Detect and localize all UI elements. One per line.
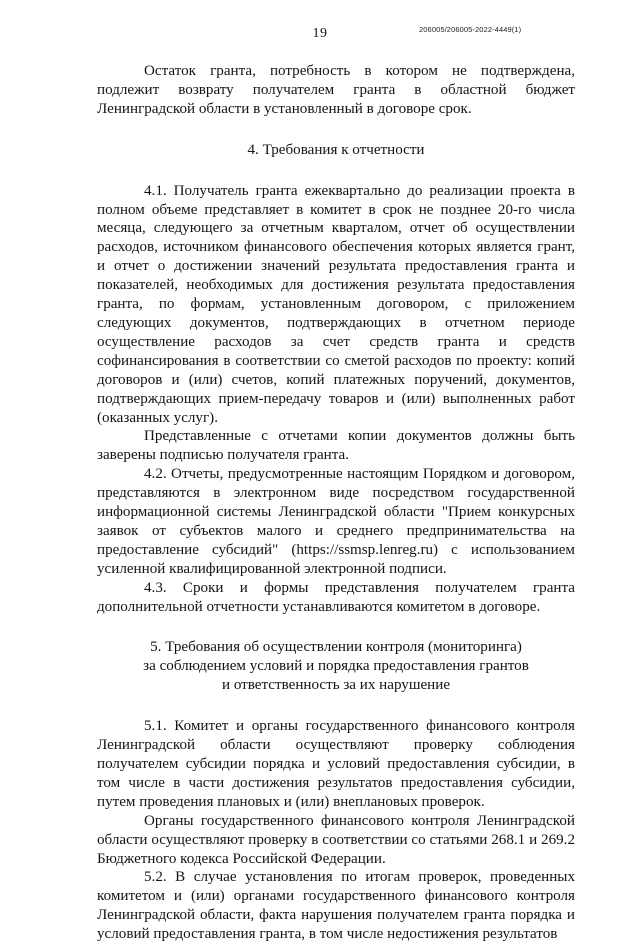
paragraph-4-2: 4.2. Отчеты, предусмотренные настоящим Порядком и договором, представляются в электронном виде посредством государственной информационной системы Ленинградской области "Прием конкурсных заявок от субъектов малого и среднего предпринимательства на предоставление субсидий" (https://ssmsp.lenreg.ru) с использованием усиленной квалифицированной электронной подписи. [97, 466, 575, 577]
paragraph-4-3: 4.3. Сроки и формы представления получателем гранта дополнительной отчетности устанавливаются комитетом в договоре. [97, 579, 575, 615]
section-5-heading-line-1: 5. Требования об осуществлении контроля (мониторинга) [150, 639, 522, 656]
paragraph-grant-remainder: Остаток гранта, потребность в котором не подтверждена, подлежит возврату получателем гранта в областной бюджет Ленинградской области в установленный в договоре срок. [97, 63, 575, 117]
paragraph-4-1: 4.1. Получатель гранта ежеквартально до реализации проекта в полном объеме представляет в комитет в срок не позднее 20-го числа месяца, следующего за отчетным кварталом, отчет об осуществлении расходов, источником финансового обеспечения которых является грант, и отчет о достижении значений результата предоставления гранта и показателей, необходимых для достижения результата предоставления гранта, по формам, установленным договором, с приложением следующих документов, подтверждающих в отчетном периоде осуществление расходов за счет средств гранта и средств софинансирования в соответствии со сметой расходов по проекту: копий договоров и (или) счетов, копий платежных поручений, документов, подтверждающих прием-передачу товаров и (или) выполненных работ (оказанных услуг). [97, 182, 575, 426]
document-body [97, 62, 575, 944]
page-number: 19 [312, 26, 328, 41]
section-5-heading-line-3: и ответственность за их нарушение [221, 677, 451, 694]
section-4-heading: 4. Требования к отчетности [247, 141, 425, 158]
paragraph-5-1: 5.1. Комитет и органы государственного финансового контроля Ленинградской области осуществляют проверку соблюдения получателем субсидии порядка и условий предоставления субсидии, в том числе в части достижения результатов предоставления субсидии, путем проведения плановых и (или) внеплановых проверок. [97, 718, 575, 810]
paragraph-4-1-copies: Представленные с отчетами копии документов должны быть заверены подписью получателя гранта. [97, 428, 575, 464]
document-id: 206005/206005-2022-4449(1) [419, 25, 522, 34]
paragraph-5-1-control-bodies: Органы государственного финансового контроля Ленинградской области осуществляют проверку в соответствии со статьями 268.1 и 269.2 Бюджетного кодекса Российской Федерации. [97, 812, 575, 867]
section-5-heading [97, 638, 575, 695]
section-5-heading-line-2: за соблюдением условий и порядка предоставления грантов [143, 658, 529, 675]
paragraph-5-2: 5.2. В случае установления по итогам проверок, проведенных комитетом и (или) органами государственного финансового контроля Ленинградской области, факта нарушения получателем гранта порядка и условий предоставления гранта, в том числе недостижения результатов [97, 869, 575, 943]
